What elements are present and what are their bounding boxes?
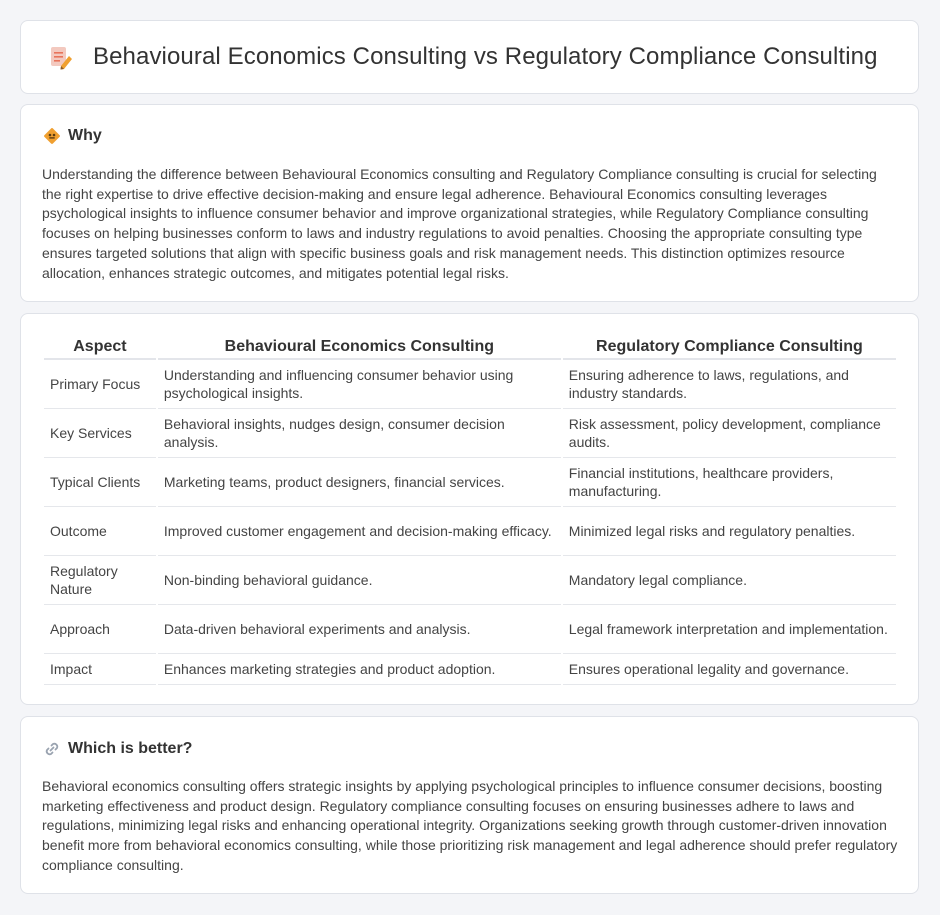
header-aspect: Aspect [44,334,156,360]
behavioural-cell: Understanding and influencing consumer behavior using psychological insights. [158,360,561,409]
regulatory-cell: Mandatory legal compliance. [563,556,896,605]
regulatory-cell: Financial institutions, healthcare providers, manufacturing. [563,458,896,507]
table-row [44,458,896,507]
better-paragraph: Behavioral economics consulting offers strategic insights by applying psychological principles to influence consumer decisions, boosting marketing effectiveness and product design. Regulatory compliance consulting focuses on ensuring businesses adhere to laws and regulations, minimizing legal risks and enhancing operational integrity. Organizations seeking growth through customer-driven innovation benefit more from behavioral economics consulting, while those prioritizing risk management and legal adherence should prefer regulatory compliance consulting. [42,778,898,873]
header-behavioural: Behavioural Economics Consulting [158,334,561,360]
aspect-cell: Approach [44,605,156,654]
regulatory-cell: Ensuring adherence to laws, regulations, and industry standards. [563,360,896,409]
table-row [44,605,896,654]
table-row [44,360,896,409]
behavioural-cell: Improved customer engagement and decision-making efficacy. [158,507,561,556]
regulatory-cell: Ensures operational legality and governance. [563,654,896,685]
table-row [44,654,896,685]
header-regulatory: Regulatory Compliance Consulting [563,334,896,360]
aspect-cell: Primary Focus [44,360,156,409]
why-paragraph: Understanding the difference between Behavioural Economics consulting and Regulatory Compliance consulting is crucial for selecting the right expertise to drive effective decision-making and ensure legal adherence. Behavioural Economics consulting leverages psychological insights to influence consumer behavior and improve organizational strategies, while Regulatory Compliance consulting focuses on helping businesses conform to laws and industry regulations to avoid penalties. Choosing the appropriate consulting type ensures targeted solutions that align with specific business goals and risk management needs. This distinction optimizes resource allocation, enhances strategic outcomes, and mitigates potential legal risks. [42,166,877,281]
link-icon [43,740,61,758]
comparison-table [42,334,898,685]
diamond-sign-icon [43,127,61,145]
better-heading: Which is better? [68,740,193,757]
document-edit-icon [47,44,73,70]
which-better-section [20,716,919,894]
aspect-cell: Outcome [44,507,156,556]
behavioural-cell: Non-binding behavioral guidance. [158,556,561,605]
behavioural-cell: Data-driven behavioral experiments and analysis. [158,605,561,654]
aspect-cell: Regulatory Nature [44,556,156,605]
table-row [44,409,896,458]
page-title: Behavioural Economics Consulting vs Regulatory Compliance Consulting [93,43,878,70]
aspect-cell: Key Services [44,409,156,458]
table-row [44,507,896,556]
why-header [43,127,102,145]
aspect-cell: Typical Clients [44,458,156,507]
table-header-row [44,334,896,360]
behavioural-cell: Behavioral insights, nudges design, consumer decision analysis. [158,409,561,458]
regulatory-cell: Legal framework interpretation and implementation. [563,605,896,654]
regulatory-cell: Risk assessment, policy development, compliance audits. [563,409,896,458]
comparison-section [20,313,919,705]
behavioural-cell: Enhances marketing strategies and product adoption. [158,654,561,685]
better-header [43,740,192,758]
behavioural-cell: Marketing teams, product designers, financial services. [158,458,561,507]
title-card [20,20,919,94]
why-section [20,104,919,302]
why-heading: Why [68,127,102,144]
table-row [44,556,896,605]
aspect-cell: Impact [44,654,156,685]
regulatory-cell: Minimized legal risks and regulatory penalties. [563,507,896,556]
